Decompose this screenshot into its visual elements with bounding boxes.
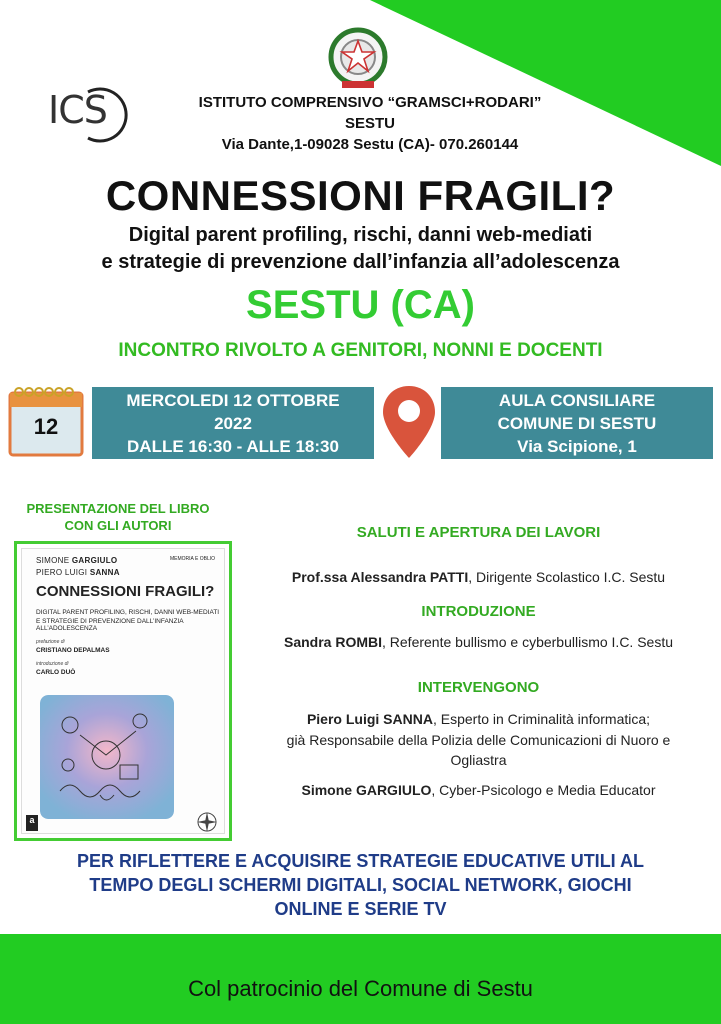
event-subtitle-line1: Digital parent profiling, rischi, danni web-mediati (128, 224, 593, 246)
book-preface-label: prefazione di (36, 639, 65, 645)
ics-logo-text: ICS (48, 88, 107, 132)
book-cover-inner (21, 548, 225, 834)
event-title: CONNESSIONI FRAGILI? (105, 172, 616, 219)
speaker1-line3: Ogliastra (450, 752, 507, 768)
book-author1: SIMONE GARGIULO (36, 556, 118, 565)
place-line2: COMUNE DI SESTU (497, 414, 657, 433)
publisher-mark: a (26, 815, 38, 831)
event-subtitle-line2: e strategie di prevenzione dall’infanzia all’adolescenza (101, 251, 620, 273)
school-name: ISTITUTO COMPRENSIVO “GRAMSCI+RODARI” (198, 94, 542, 111)
compass-rose-icon (196, 811, 218, 833)
footer-patronage: Col patrocinio del Comune di Sestu (188, 976, 533, 1001)
book-title: CONNESSIONI FRAGILI? (36, 583, 215, 600)
book-preface-name: CRISTIANO DEPALMAS (36, 647, 110, 654)
greetings-speaker: Prof.ssa Alessandra PATTI, Dirigente Scolastico I.C. Sestu (291, 569, 666, 585)
speaker2-line: Simone GARGIULO, Cyber-Psicologo e Media Educator (301, 782, 656, 798)
place-line1: AULA CONSILIARE (498, 391, 656, 410)
book-subtitle-line1: DIGITAL PARENT PROFILING, RISCHI, DANNI WEB-MEDIATI (36, 609, 220, 616)
event-city: SESTU (CA) (246, 283, 475, 327)
republic-emblem-icon (326, 27, 390, 91)
date-line2: 2022 (214, 414, 252, 433)
event-audience: INCONTRO RIVOLTO A GENITORI, NONNI E DOCENTI (118, 340, 603, 361)
intro-speaker: Sandra ROMBI, Referente bullismo e cyberbullismo I.C. Sestu (283, 634, 674, 650)
time-line: DALLE 16:30 - ALLE 18:30 (127, 437, 339, 456)
closing-message: PER RIFLETTERE E ACQUISIRE STRATEGIE EDUCATIVE UTILI AL TEMPO DEGLI SCHERMI DIGITALI, SOCIAL NETWORK, GIOCHI ONLINE E SERIE TV (76, 851, 645, 919)
greetings-heading: SALUTI E APERTURA DEI LAVORI (356, 524, 601, 541)
intro-heading: INTRODUZIONE (421, 603, 536, 620)
place-line3: Via Scipione, 1 (517, 437, 637, 456)
speaker1-line2: già Responsabile della Polizia delle Comunicazioni di Nuoro e (286, 732, 671, 748)
date-line1: MERCOLEDI 12 OTTOBRE (126, 391, 340, 410)
school-address: Via Dante,1-09028 Sestu (CA)- 070.260144 (221, 136, 519, 153)
book-cover-illustration (40, 695, 174, 819)
date-box (92, 387, 374, 459)
book-presentation-label: PRESENTAZIONE DEL LIBRO CON GLI AUTORI (26, 501, 210, 533)
speaker1-line1: Piero Luigi SANNA, Esperto in Criminalità informatica; (306, 711, 651, 727)
speakers-heading: INTERVENGONO (417, 679, 540, 696)
book-intro-label: introduzione di (36, 661, 69, 667)
school-town: SESTU (344, 115, 395, 132)
book-series: MEMORIA E OBLIO (170, 556, 216, 562)
location-pin-icon (381, 384, 437, 460)
place-box (441, 387, 713, 459)
calendar-day: 12 (33, 414, 59, 439)
book-author2: PIERO LUIGI SANNA (36, 568, 120, 577)
book-intro-name: CARLO DUÒ (36, 669, 76, 676)
book-subtitle-line2: E STRATEGIE DI PREVENZIONE DALL’INFANZIA ALL’ADOLESCENZA (36, 618, 184, 632)
book-cover (14, 541, 232, 841)
